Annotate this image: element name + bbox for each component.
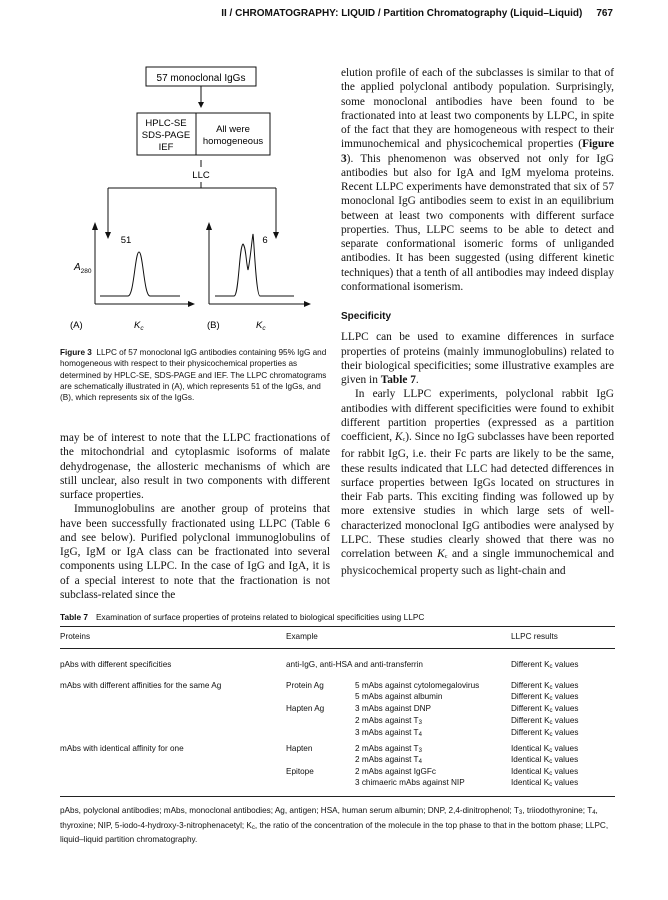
table-cell-protein: mAbs with different affinities for the same Ag: [60, 681, 222, 690]
y-axis-label: $A_{280}$: [74, 262, 92, 275]
arrow-b-head: [273, 232, 279, 239]
method-hplc: HPLC-SE: [145, 118, 187, 129]
caption-text: LLPC of 57 monoclonal IgG antibodies containing 95% IgG and homogeneous with respect to their physicochemical properties as determined by HPLC-SE, SDS-PAGE and IEF. The LLPC chromatograms are schematically illustrated in (A), which represents 51 of the IgGs, and (B), which represents six of the IgGs.: [60, 348, 327, 403]
right-paragraph-1: elution profile of each of the subclasses is similar to that of the applied polyclonal antibody population. Surprisingly, some monoclonal antibodies have been found to be fractionated into at least two components by LLPC, in spite of the fact that they are homogeneous with respect to their immunochemical and physicochemical properties (Figure 3). This phenomenon was observed not only for IgG antibodies but also for IgA and IgM myeloma proteins. Recent LLPC experiments have demonstrated that six of 57 monoclonal IgG antibodies seem to exist in an equilibrium between at least two components with different surface properties. Thus, LLPC seems to be able to detect and separate conformational isomeric forms of unliganded antibodies. It has been suggested (using different kinetic techniques) that a tenth of all antibodies may indeed display conformational isomerism.: [341, 67, 614, 293]
chromatogram-b-peaks: [215, 234, 294, 296]
table-label: Table 7: [60, 612, 88, 622]
table-cell-example: 2 mAbs against $T_3$: [355, 716, 422, 726]
result-line-2: homogeneous: [202, 136, 264, 147]
right-column: [341, 66, 614, 579]
table-cell-example: 5 mAbs against cytolomegalovirus: [355, 681, 480, 690]
left-column: [60, 431, 330, 602]
table-cell-protein: pAbs with different specificities: [60, 660, 172, 669]
table-cell-result: Different $K_c$ values: [511, 704, 579, 714]
table-cell-result: Identical $K_c$ values: [511, 778, 579, 788]
right-paragraph-3: In early LLPC experiments, polyclonal rabbit IgG antibodies with different specificities were found to exhibit different partition properties (expressed as a partition coefficient, $K_c$). Since no IgG subclasses have been reported for rabbit IgG, i.e. their Fc parts are likely to be the same, these results indicated that LLC had detected differences in surface properties between IgGs located on structures in their Fab parts. This exciting finding was followed up by more extensive studies in which large sets of well-characterized monoclonal IgG antibodies were analysed by LLPC. These studies clearly showed that there was no correlation between $K_c$ and a single immunochemical and physicochemical property such as light-chain and: [341, 388, 614, 578]
table-cell-result: Different $K_c$ values: [511, 692, 579, 702]
figure-caption: [60, 347, 330, 403]
panel-a-xlabel: $K_c$: [134, 320, 144, 332]
table-7-title: [60, 612, 424, 622]
table-cell-protein: mAbs with identical affinity for one: [60, 744, 184, 753]
table-cell-example: 2 mAbs against IgGFc: [355, 767, 436, 776]
left-paragraph-2: Immunoglobulins are another group of proteins that have been successfully fractionated using LLPC (Table 6 and see below). Purified polyclonal immunoglobulins of IgG, IgM or IgA class can be fractionated into several components using LLPC. In the case of IgG and IgA, it is of a special interest to note that the fractionation is not subclass-related since the: [60, 503, 330, 601]
table-cell-example: 3 chimaeric mAbs against NIP: [355, 778, 465, 787]
method-ief: IEF: [158, 142, 174, 153]
panel-b-label: (B): [207, 320, 220, 331]
panel-b-x-arrow: [304, 301, 311, 307]
table-cell-result: Identical $K_c$ values: [511, 744, 579, 754]
table-cell-group: Epitope: [286, 767, 314, 776]
method-sds: SDS-PAGE: [141, 130, 191, 141]
count-b: 6: [262, 235, 268, 246]
llc-label: LLC: [192, 170, 210, 181]
left-paragraph-1: may be of interest to note that the LLPC fractionations of the mitochondrial and cytoplasmic isoforms of malate dehydrogenase, the allosteric mechanisms of which are still unclear, also result in two components with different surface properties.: [60, 432, 330, 501]
caption-label: Figure 3: [60, 348, 92, 357]
panel-a-x-arrow: [188, 301, 195, 307]
table-cell-result: Different $K_c$ values: [511, 716, 579, 726]
table-cell-example: 2 mAbs against $T_4$: [355, 755, 422, 765]
table-header-proteins: Proteins: [60, 632, 91, 641]
table-cell-example: 3 mAbs against $T_4$: [355, 728, 422, 738]
panel-b-xlabel: $K_c$: [256, 320, 266, 332]
running-header: [150, 8, 613, 19]
arrow-1-head: [198, 102, 204, 108]
arrow-a-head: [105, 232, 111, 239]
page-number: 767: [596, 8, 613, 19]
table-7-ref[interactable]: Table 7: [380, 374, 416, 386]
table-cell-example: 3 mAbs against DNP: [355, 704, 431, 713]
table-cell-group: anti-IgG, anti-HSA and anti-transferrin: [286, 660, 423, 669]
table-header-results: LLPC results: [511, 632, 558, 641]
count-a: 51: [120, 235, 132, 246]
table-cell-example: 2 mAbs against $T_3$: [355, 744, 422, 754]
result-line-1: All were: [216, 124, 250, 135]
table-cell-result: Different $K_c$ values: [511, 681, 579, 691]
right-paragraph-2: LLPC can be used to examine differences in surface properties of proteins (mainly immunoglobulins) related to their biological specificities; some illustrative examples are given in Table 7.: [341, 331, 614, 386]
chromatogram-a-peak: [100, 252, 180, 296]
section-heading-specificity: Specificity: [341, 311, 392, 322]
table-title-text: Examination of surface properties of proteins related to biological specificities using LLPC: [95, 612, 425, 622]
panel-b-y-arrow: [206, 222, 212, 230]
table-cell-result: Different $K_c$ values: [511, 728, 579, 738]
table-footnote: pAbs, polyclonal antibodies; mAbs, monoclonal antibodies; Ag, antigen; HSA, human serum albumin; DNP, 2,4-dinitrophenol; $T_3$, triiodothyronine; $T_4$, thyroxine; NIP, 5-iodo-4-hydroxy-3-nitrophenacetyl; $K_c$, the ratio of the concentration of the molecule in the top phase to that in the bottom phase; LLPC, liquid–liquid partition chromatography.: [60, 806, 609, 845]
figure-3: [60, 52, 335, 337]
table-cell-result: Identical $K_c$ values: [511, 767, 579, 777]
table-cell-example: 5 mAbs against albumin: [355, 692, 443, 701]
table-top-rule: [60, 626, 615, 627]
box-top-label: 57 monoclonal IgGs: [156, 73, 246, 84]
header-title: II / CHROMATOGRAPHY: LIQUID / Partition Chromatography (Liquid–Liquid): [221, 8, 583, 19]
table-cell-result: Identical $K_c$ values: [511, 755, 579, 765]
table-cell-group: Hapten Ag: [286, 704, 325, 713]
table-cell-result: Different $K_c$ values: [511, 660, 579, 670]
panel-a-y-arrow: [92, 222, 98, 230]
table-header-example: Example: [286, 632, 318, 641]
table-cell-group: Protein Ag: [286, 681, 324, 690]
figure-3-ref[interactable]: Figure 3: [341, 138, 614, 165]
table-cell-group: Hapten: [286, 744, 313, 753]
table-bottom-rule: [60, 796, 615, 797]
panel-a-label: (A): [70, 320, 83, 331]
table-header-rule: [60, 648, 615, 649]
